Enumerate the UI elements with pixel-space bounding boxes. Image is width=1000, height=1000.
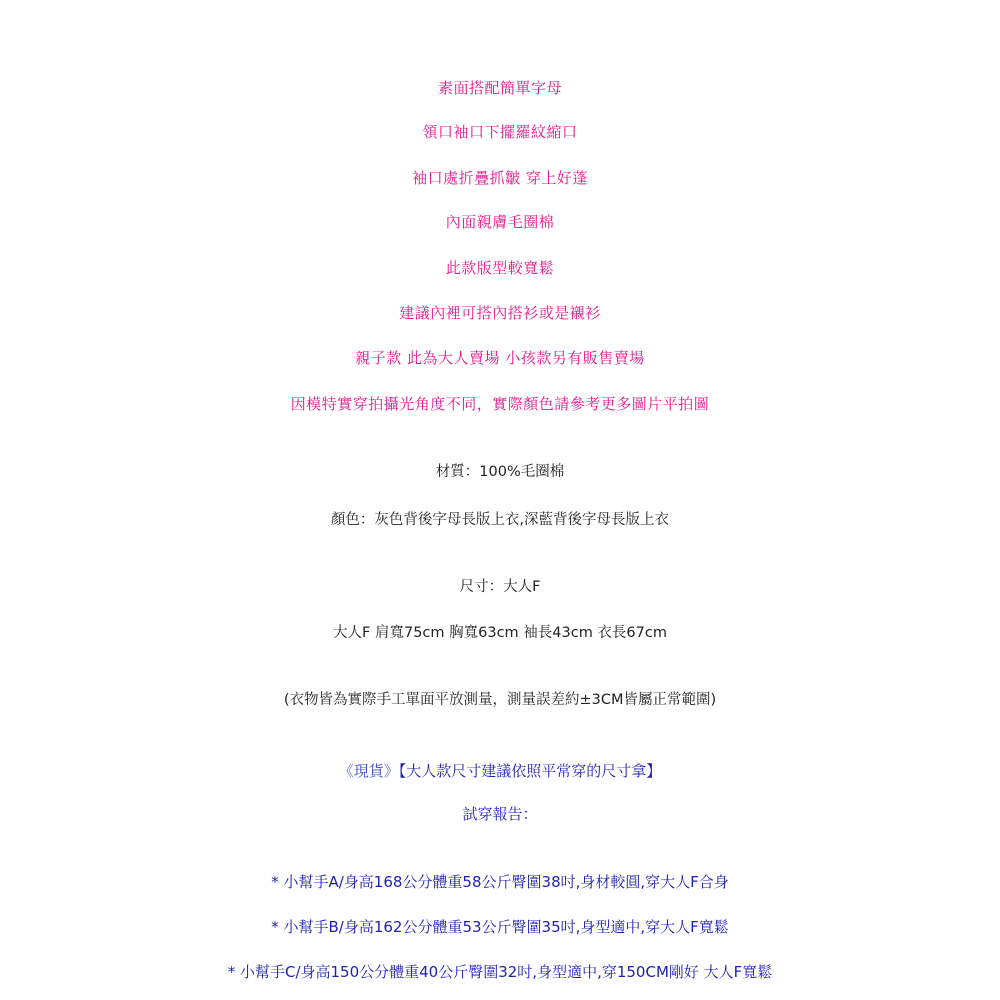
- size-spec: 尺寸：大人F: [459, 579, 541, 595]
- stock-advice: [0, 761, 1000, 781]
- try-on-item-a: * 小幫手A/身高168公分體重58公斤臀圍38吋,身材較圓,穿大人F合身: [271, 873, 729, 891]
- intro-line-4: 內面親膚毛圈棉: [445, 213, 555, 231]
- intro-line-7: 親子款 此為大人賣場 小孩款另有販售賣場: [355, 349, 645, 367]
- try-on-report-title: 試穿報告：: [462, 805, 538, 823]
- intro-line-3: 袖口處折疊抓皺 穿上好蓬: [412, 169, 588, 187]
- intro-line-2: 領口袖口下擺羅紋縮口: [422, 123, 578, 141]
- intro-line-6: 建議內裡可搭內搭衫或是襯衫: [399, 304, 601, 322]
- measurements-spec: 大人F 肩寬75cm 胸寬63cm 袖長43cm 衣長67cm: [333, 625, 667, 641]
- measurement-note: (衣物皆為實際手工單面平放測量，測量誤差約±3CM皆屬正常範圍): [283, 692, 717, 708]
- try-on-item-c: * 小幫手C/身高150公分體重40公斤臀圍32吋,身型適中,穿150CM剛好 大人F寬鬆: [227, 963, 773, 981]
- intro-line-1: 素面搭配簡單字母: [437, 79, 562, 97]
- color-spec: 顏色：灰色背後字母長版上衣,深藍背後字母長版上衣: [330, 512, 670, 528]
- intro-line-8: 因模特實穿拍攝光角度不同，實際顏色請參考更多圖片平拍圖: [290, 395, 710, 413]
- material-spec: 材質：100%毛圈棉: [435, 464, 565, 480]
- stock-tag: 《現貨》: [338, 762, 399, 780]
- size-advice: 【大人款尺寸建議依照平常穿的尺寸拿】: [398, 762, 662, 780]
- try-on-item-b: * 小幫手B/身高162公分體重53公斤臀圍35吋,身型適中,穿大人F寬鬆: [271, 918, 729, 936]
- intro-line-5: 此款版型較寬鬆: [445, 259, 555, 277]
